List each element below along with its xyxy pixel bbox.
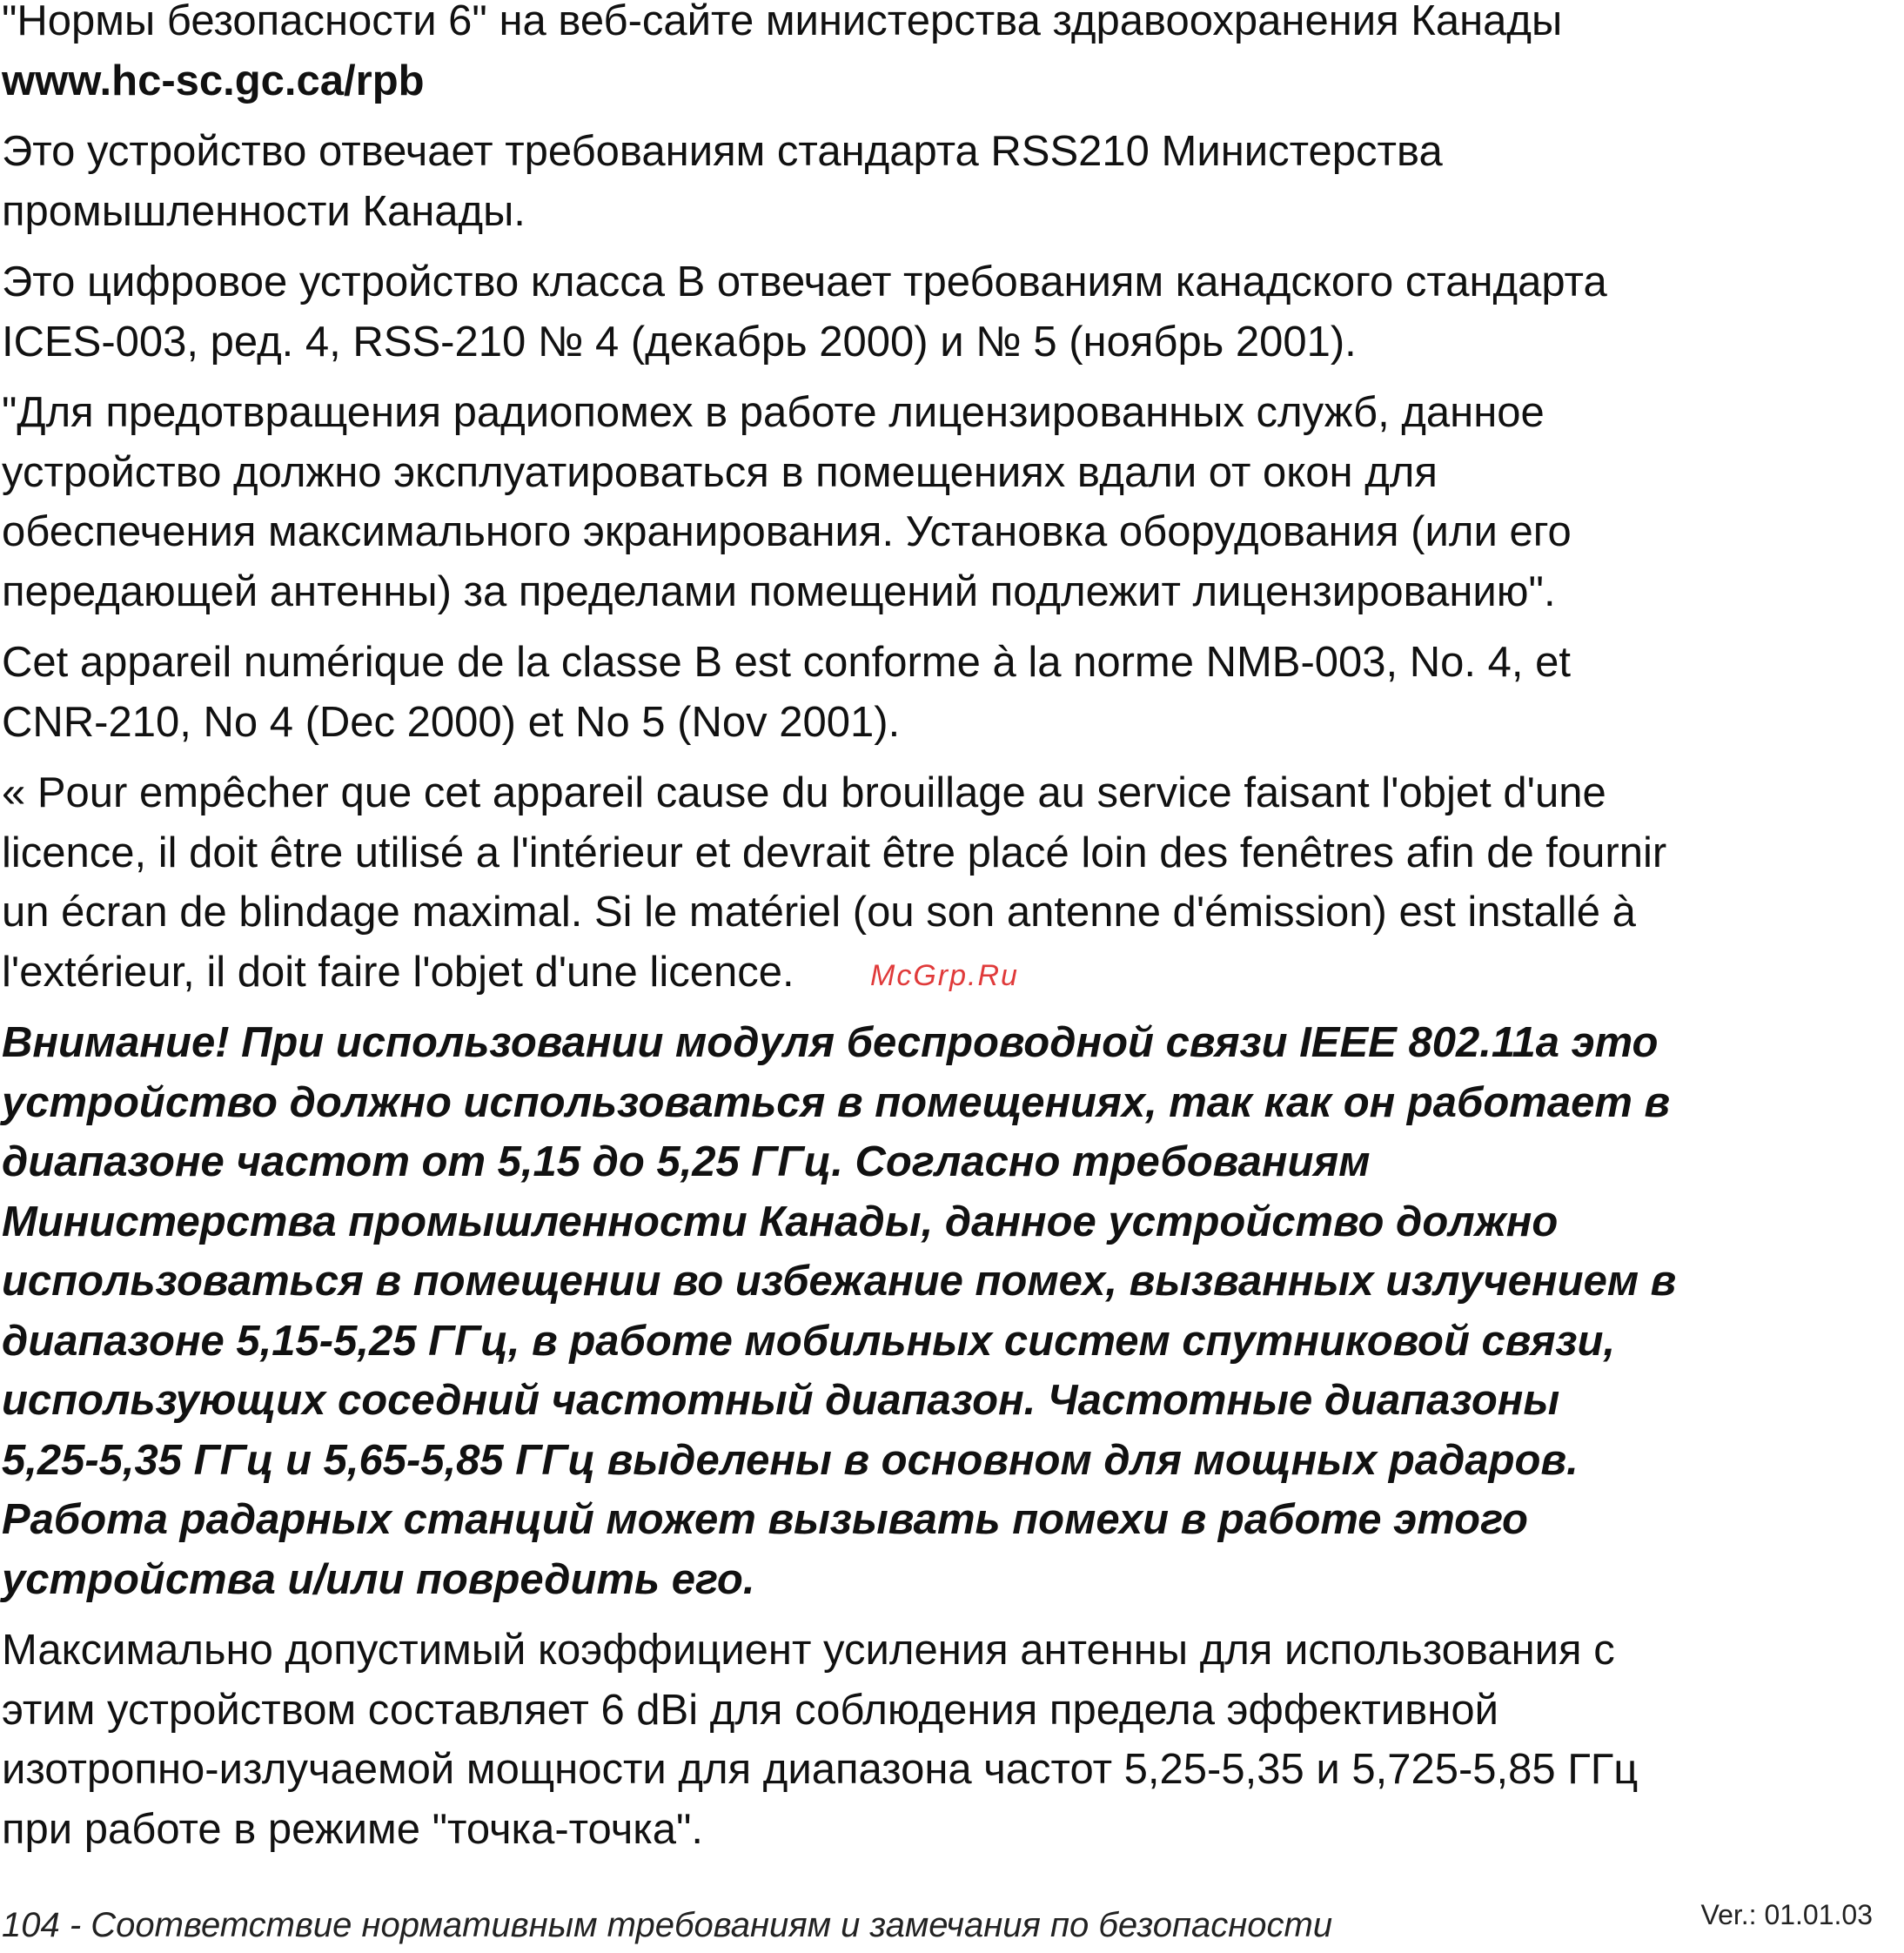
paragraph-ices003 — [2, 252, 1895, 372]
text-line: изотропно-излучаемой мощности для диапазона частот 5,25-5,35 и 5,725-5,85 ГГц — [2, 1746, 1639, 1793]
paragraph-antenna-gain — [2, 1621, 1895, 1859]
warning-line: использоваться в помещении во избежание помех, вызванных излучением в — [2, 1258, 1677, 1305]
text-line: Максимально допустимый коэффициент усиления антенны для использования с — [2, 1627, 1615, 1674]
text-line: "Для предотвращения радиопомех в работе лицензированных служб, данное — [2, 389, 1545, 436]
warning-line: Внимание! При использовании модуля беспроводной связи IEEE 802.11a это — [2, 1019, 1659, 1066]
health-canada-url[interactable]: www.hc-sc.gc.ca/rpb — [2, 57, 425, 104]
warning-line: устройства и/или повредить его. — [2, 1555, 755, 1603]
text-line: licence, il doit être utilisé a l'intérieur et devrait être placé loin des fenêtres afin de fournir — [2, 829, 1667, 876]
paragraph-nmb003-fr — [2, 633, 1895, 752]
warning-line: использующих соседний частотный диапазон. Частотные диапазоны — [2, 1377, 1560, 1424]
warning-line: диапазоне частот от 5,15 до 5,25 ГГц. Согласно требованиям — [2, 1138, 1371, 1185]
text-line: промышленности Канады. — [2, 187, 526, 235]
text-line: устройство должно эксплуатироваться в помещениях вдали от окон для — [2, 448, 1438, 496]
text-line: ICES-003, ред. 4, RSS-210 № 4 (декабрь 2000) и № 5 (ноябрь 2001). — [2, 318, 1357, 366]
health-canada-reference — [2, 0, 1895, 111]
paragraph-licensing-ru — [2, 383, 1895, 621]
warning-line: диапазоне 5,15-5,25 ГГц, в работе мобильных систем спутниковой связи, — [2, 1317, 1616, 1365]
version-label: Ver.: 01.01.03 — [1700, 1899, 1873, 1930]
text-line: Это цифровое устройство класса B отвечает требованиям канадского стандарта — [2, 258, 1607, 305]
warning-block — [2, 1013, 1895, 1609]
text-line: CNR-210, No 4 (Dec 2000) et No 5 (Nov 2001). — [2, 698, 901, 746]
warning-line: 5,25-5,35 ГГц и 5,65-5,85 ГГц выделены в основном для мощных радаров. — [2, 1436, 1579, 1484]
text-line: передающей антенны) за пределами помещений подлежит лицензированию". — [2, 567, 1556, 615]
text-line: l'extérieur, il doit faire l'objet d'une licence. — [2, 948, 794, 996]
heading-line: "Нормы безопасности 6" на веб-сайте министерства здравоохранения Канады — [2, 0, 1563, 44]
paragraph-rss210 — [2, 122, 1895, 241]
warning-line: Министерства промышленности Канады, данное устройство должно — [2, 1198, 1559, 1245]
warning-line: устройство должно использоваться в помещениях, так как он работает в — [2, 1078, 1671, 1126]
text-line: « Pour empêcher que cet appareil cause du brouillage au service faisant l'objet d'une — [2, 769, 1606, 816]
text-line: un écran de blindage maximal. Si le matériel (ou son antenne d'émission) est installé à — [2, 889, 1636, 936]
warning-line: Работа радарных станций может вызывать помехи в работе этого — [2, 1496, 1528, 1543]
text-line: при работе в режиме "точка-точка". — [2, 1805, 704, 1853]
document-body — [2, 0, 1895, 1870]
text-line: обеспечения максимального экранирования. Установка оборудования (или его — [2, 508, 1572, 555]
watermark: McGrp.Ru — [870, 959, 1019, 992]
page-footer-title: 104 - Соответствие нормативным требованиям и замечания по безопасности — [2, 1906, 1333, 1944]
text-line: Это устройство отвечает требованиям стандарта RSS210 Министерства — [2, 128, 1443, 175]
text-line: этим устройством составляет 6 dBi для соблюдения предела эффективной — [2, 1686, 1498, 1734]
text-line: Cet appareil numérique de la classe B est conforme à la norme NMB-003, No. 4, et — [2, 639, 1571, 686]
